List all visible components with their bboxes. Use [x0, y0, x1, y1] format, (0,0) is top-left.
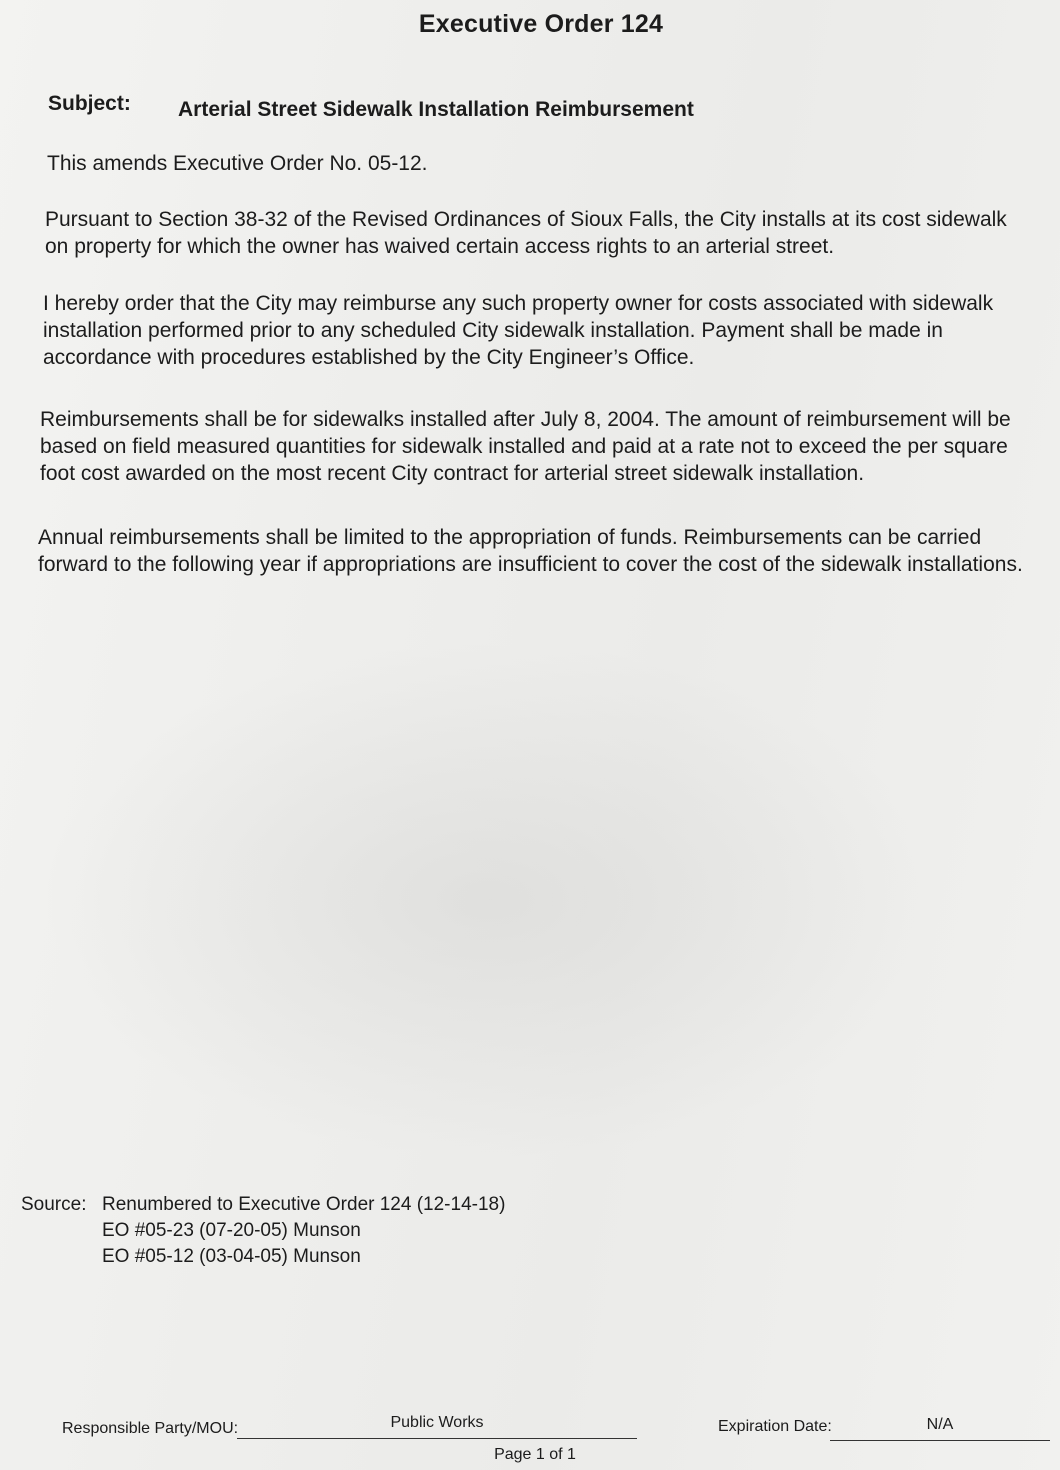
- responsible-party-value: Public Works: [237, 1414, 637, 1439]
- source-lines: [102, 1192, 505, 1270]
- source-line: EO #05-23 (07-20-05) Munson: [102, 1220, 361, 1241]
- paragraph-reimbursements: Reimbursements shall be for sidewalks installed after July 8, 2004. The amount of reimbursement will be based on field measured quantities for sidewalk installed and paid at a rate not to exceed the per square foot cost awarded on the most recent City contract for arterial street sidewalk installation.: [40, 408, 1011, 485]
- expiration-date-value: N/A: [830, 1416, 1050, 1441]
- paper-shadow: [40, 640, 940, 1160]
- paragraph-annual: Annual reimbursements shall be limited to the appropriation of funds. Reimbursements can be carried forward to the following year if appropriations are insufficient to cover the cost of the sidewalk installations.: [38, 526, 1023, 576]
- source-line: Renumbered to Executive Order 124 (12-14-18): [102, 1194, 506, 1215]
- paragraph-order: I hereby order that the City may reimburse any such property owner for costs associated with sidewalk installation performed prior to any scheduled City sidewalk installation. Payment shall be made in accordance with procedures established by the City Engineer’s Office.: [43, 292, 994, 369]
- paragraph-pursuant: Pursuant to Section 38-32 of the Revised Ordinances of Sioux Falls, the City installs at its cost sidewalk on property for which the owner has waived certain access rights to an arterial street.: [45, 208, 1007, 258]
- document-title: Executive Order 124: [418, 10, 664, 38]
- subject-value: Arterial Street Sidewalk Installation Reimbursement: [178, 98, 694, 121]
- source-label: Source:: [21, 1194, 87, 1215]
- responsible-party-label: Responsible Party/MOU:: [62, 1420, 239, 1437]
- subject-label: Subject:: [48, 92, 131, 115]
- paragraph-amends: This amends Executive Order No. 05-12.: [47, 152, 428, 175]
- expiration-date-label: Expiration Date:: [718, 1418, 832, 1435]
- subject-row: [48, 92, 694, 122]
- source-line: EO #05-12 (03-04-05) Munson: [102, 1246, 361, 1267]
- page-number: Page 1 of 1: [494, 1446, 576, 1463]
